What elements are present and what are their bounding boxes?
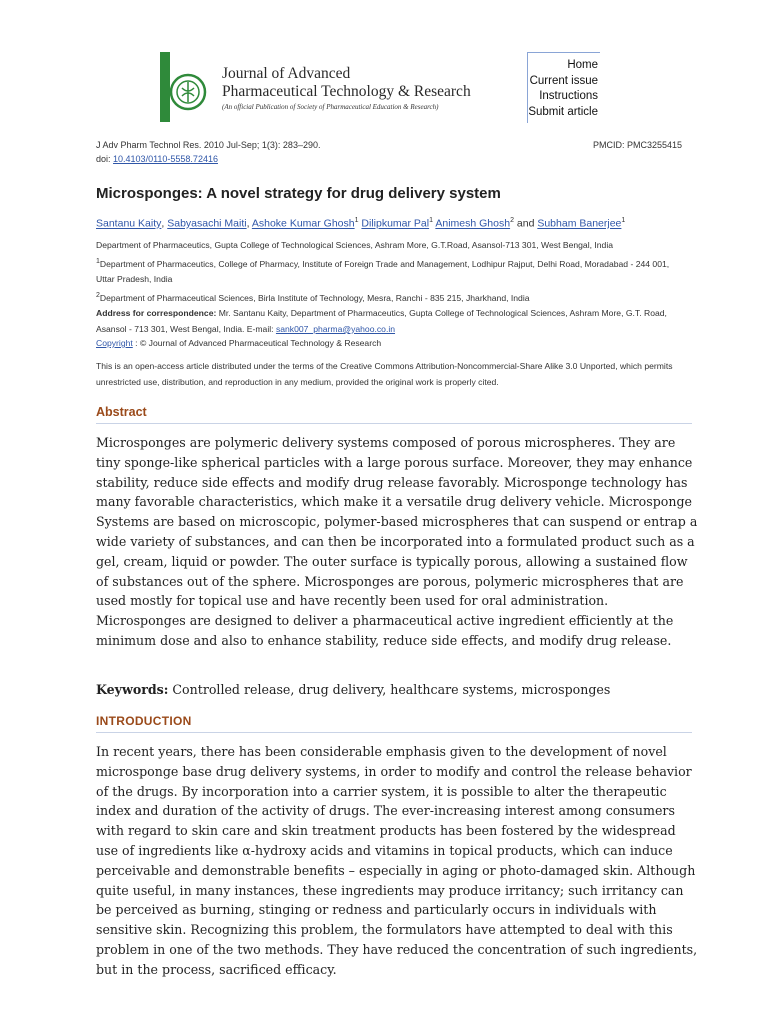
citation-line: J Adv Pharm Technol Res. 2010 Jul-Sep; 1(3): 283–290. (96, 140, 321, 150)
correspondence-label: Address for correspondence: (96, 308, 217, 319)
author-sup: 2 (510, 217, 514, 224)
author-separator: , (161, 217, 168, 230)
author-link[interactable]: Subham Banerjee (537, 217, 622, 230)
author-link[interactable]: Animesh Ghosh (435, 217, 511, 230)
affiliation-sup: 1 (96, 257, 100, 265)
correspondence (96, 306, 686, 337)
nav-instructions-link[interactable]: Instructions (539, 90, 598, 102)
copyright-link[interactable]: Copyright (96, 338, 133, 348)
abstract-heading: Abstract (96, 405, 692, 424)
author-separator: and (513, 217, 538, 230)
journal-title (222, 65, 552, 111)
author-link[interactable]: Sabyasachi Maiti (167, 217, 247, 230)
citation-block (96, 138, 686, 166)
author-link[interactable]: Ashoke Kumar Ghosh (251, 217, 355, 230)
nav-current-issue-link[interactable]: Current issue (529, 74, 598, 87)
author-sup: 1 (354, 217, 359, 224)
pmcid: PMCID: PMC3255415 (592, 140, 682, 150)
journal-logo-icon (168, 72, 208, 112)
journal-title-line1: Journal of Advanced (222, 65, 351, 82)
author-sup: 1 (429, 217, 434, 224)
journal-nav (527, 52, 600, 123)
correspondence-text: Mr. Santanu Kaity, Department of Pharmaceutics, Gupta College of Technological Sciences, Ashram More, G.T. Road, Asansol - 713 301, West Bengal, India. E-mail: (96, 308, 667, 334)
doi-line (96, 152, 686, 166)
keywords (96, 680, 698, 700)
doi-label: doi: (96, 154, 111, 164)
introduction-text: In recent years, there has been considerable emphasis given to the development of novel microsponge base drug delivery systems, in order to modify and control the release behavior of the drugs. By incorporation into a carrier system, it is possible to alter the therapeutic index and duration of the activity of drugs. The ever-increasing interest among consumers with regard to skin care and skin treatment products has been fostered by the widespread use of ingredients like α-hydroxy acids and vitamins in topical products, which can induce perceivable and demonstrable benefits – especially in aging or photo-damaged skin. Although quite useful, in many instances, these ingredients may produce irritancy; such irritancy can be perceived as burning, stinging or redness and particularly occurs in individuals with sensitive skin. Recognizing this problem, the formulators have attempted to deal with this problem in one of the two methods. They have reduced the concentration of such ingredients, but in the process, sacrificed efficacy. (96, 744, 698, 977)
affiliations (96, 238, 686, 337)
author-sup: 1 (621, 217, 626, 224)
author-separator: , (246, 217, 252, 230)
affiliation-main: Department of Pharmaceutics, Gupta College of Technological Sciences, Ashram More, G.T.Road, Asansol-713 301, West Bengal, India (96, 240, 614, 250)
keywords-text: Controlled release, drug delivery, healthcare systems, microsponges (168, 682, 611, 697)
nav-home-link[interactable]: Home (567, 59, 598, 71)
affiliation-2 (96, 288, 686, 306)
keywords-label: Keywords: (96, 682, 169, 697)
journal-subtitle: (An official Publication of Society of Pharmaceutical Education & Research) (222, 103, 439, 111)
doi-link[interactable]: 10.4103/0110-5558.72416 (113, 154, 218, 164)
author-link[interactable]: Santanu Kaity (96, 217, 162, 230)
license-text: This is an open-access article distributed under the terms of the Creative Commons Attribution-Noncommercial-Share Alike 3.0 Unported, which permits unrestricted use, distribution, and reproduction in any medium, provided the original work is properly cited. (96, 361, 673, 387)
nav-submit-article-link[interactable]: Submit article (528, 105, 598, 118)
author-list (96, 212, 696, 233)
journal-title-line2: Pharmaceutical Technology & Research (222, 83, 471, 100)
copyright-line (96, 338, 686, 348)
copyright-text: : © Journal of Advanced Pharmaceutical Technology & Research (132, 338, 382, 348)
author-link[interactable]: Dilipkumar Pal (361, 217, 430, 230)
introduction-heading: INTRODUCTION (96, 714, 692, 733)
affiliation-2-text: Department of Pharmaceutical Sciences, Birla Institute of Technology, Mesra, Ranchi - 835 215, Jharkhand, India (99, 292, 530, 303)
affiliation-1-text: Department of Pharmaceutics, College of Pharmacy, Institute of Foreign Trade and Management, Lodhipur Rajput, Delhi Road, Moradabad - 244 001, Uttar Pradesh, India (96, 258, 670, 285)
affiliation-sup: 2 (96, 291, 100, 299)
email-link[interactable]: sank007_pharma@yahoo.co.in (275, 323, 396, 334)
abstract-text: Microsponges are polymeric delivery systems composed of porous microspheres. They are tiny sponge-like spherical particles with a large porous surface. Moreover, they may enhance stability, reduce side effects and modify drug release favorably. Microsponge technology has many favorable characteristics, which make it a versatile drug delivery vehicle. Microsponge Systems are based on microscopic, polymer-based microspheres that can suspend or entrap a wide variety of substances, and can then be incorporated into a formulated product such as a gel, cream, liquid or powder. The outer surface is typically porous, allowing a sustained flow of substances out of the sphere. Microsponges are porous, polymeric microspheres that are used mostly for topical use and have recently been used for oral administration. Microsponges are designed to deliver a pharmaceutical active ingredient efficiently at the minimum dose and also to enhance stability, reduce side effects, and modify drug release. (96, 435, 698, 648)
article-title: Microsponges: A novel strategy for drug delivery system (96, 185, 501, 202)
affiliation-1 (96, 254, 686, 288)
